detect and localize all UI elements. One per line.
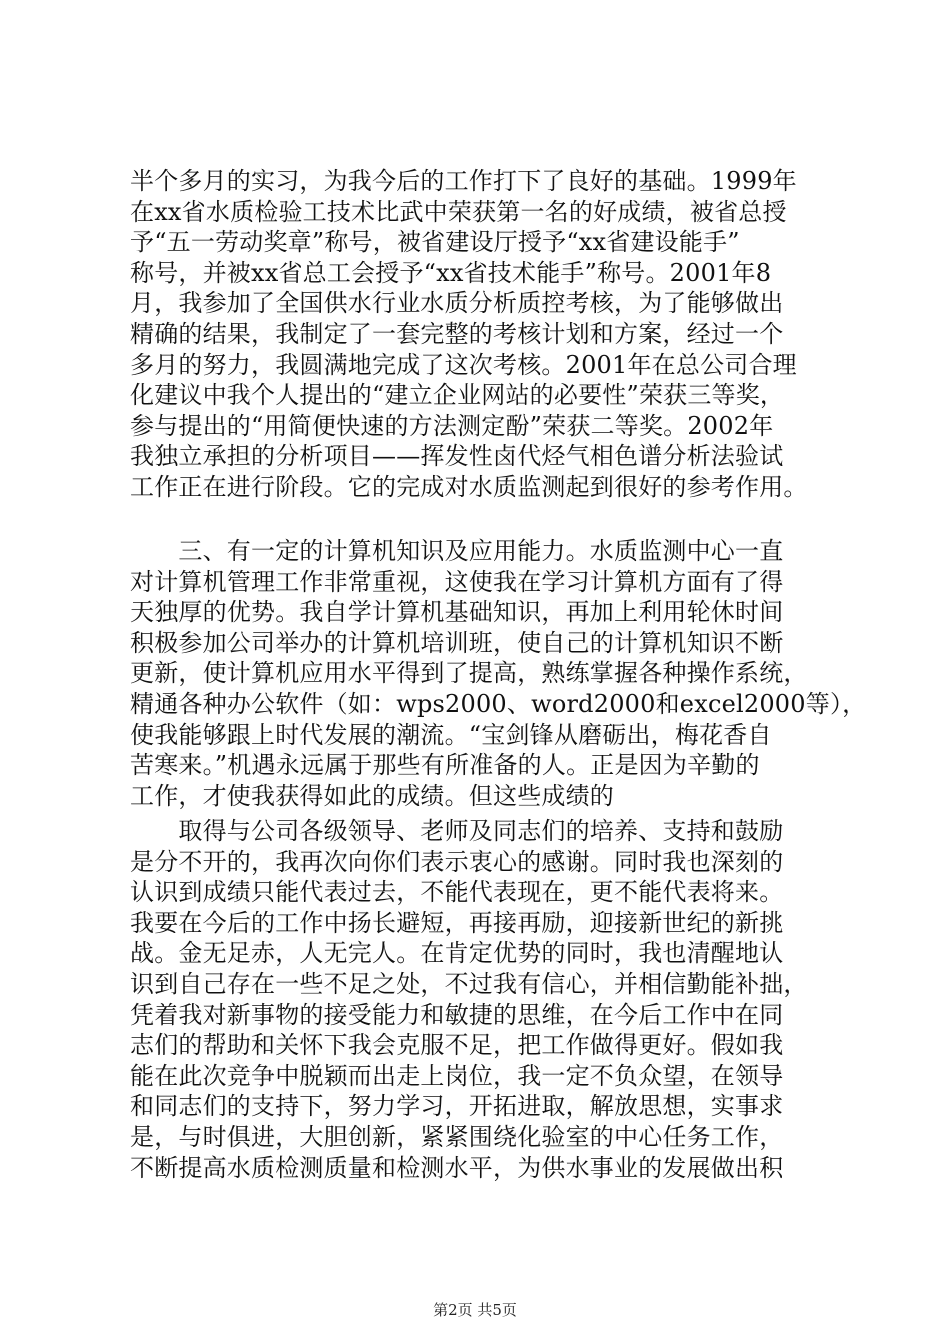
- paragraph-1-line: 化建议中我个人提出的“建立企业网站的必要性”荣获三等奖，: [130, 381, 785, 410]
- paragraph-1-line: 予“五一劳动奖章”称号，被省建设厅授予“xx省建设能手”: [130, 228, 740, 257]
- paragraph-3-line: 取得与公司各级领导、老师及同志们的培养、支持和鼓励: [130, 817, 784, 845]
- paragraph-2-line: 三、有一定的计算机知识及应用能力。水质监测中心一直: [130, 537, 784, 565]
- paragraph-1-line: 参与提出的“用简便快速的方法测定酚”荣获二等奖。2002年: [130, 411, 774, 440]
- paragraph-2-line: 天独厚的优势。我自学计算机基础知识，再加上利用轮休时间: [130, 598, 784, 627]
- paragraph-3-line: 是，与时俱进，大胆创新，紧紧围绕化验室的中心任务工作，: [130, 1123, 784, 1151]
- paragraph-3-line: 和同志们的支持下，努力学习，开拓进取，解放思想，实事求: [130, 1092, 784, 1121]
- paragraph-2-line: 精通各种办公软件（如：wps2000、word2000和excel2000等），: [130, 690, 867, 718]
- paragraph-2-line: 苦寒来。”机遇永远属于那些有所准备的人。正是因为辛勤的: [130, 751, 760, 780]
- paragraph-3-line: 不断提高水质检测质量和检测水平，为供水事业的发展做出积: [130, 1153, 784, 1182]
- page-footer: 第2页 共5页: [433, 1301, 517, 1319]
- paragraph-1-line: 我独立承担的分析项目——挥发性卤代烃气相色谱分析法验试: [130, 442, 784, 471]
- paragraph-3-line: 凭着我对新事物的接受能力和敏捷的思维，在今后工作中在同: [130, 1000, 784, 1029]
- paragraph-2-line: 工作，才使我获得如此的成绩。但这些成绩的: [130, 781, 614, 810]
- paragraph-1-line: 在xx省水质检验工技术比武中荣获第一名的好成绩，被省总授: [130, 197, 787, 226]
- paragraph-3-line: 志们的帮助和关怀下我会克服不足，把工作做得更好。假如我: [130, 1031, 784, 1060]
- paragraph-1-line: 月，我参加了全国供水行业水质分析质控考核，为了能够做出: [130, 289, 784, 318]
- paragraph-2-line: 更新，使计算机应用水平得到了提高，熟练掌握各种操作系统，: [130, 659, 808, 688]
- paragraph-3-line: 识到自己存在一些不足之处，不过我有信心，并相信勤能补拙，: [130, 970, 808, 998]
- paragraph-1-line: 称号，并被xx省总工会授予“xx省技术能手”称号。2001年8: [130, 258, 772, 287]
- paragraph-2-line: 使我能够跟上时代发展的潮流。“宝剑锋从磨砺出，梅花香自: [130, 720, 772, 749]
- paragraph-3-line: 能在此次竞争中脱颖而出走上岗位，我一定不负众望，在领导: [130, 1061, 784, 1090]
- paragraph-3-line: 我要在今后的工作中扬长避短，再接再励，迎接新世纪的新挑: [130, 908, 784, 937]
- paragraph-1-line: 半个多月的实习，为我今后的工作打下了良好的基础。1999年: [130, 167, 797, 195]
- paragraph-3-line: 认识到成绩只能代表过去，不能代表现在，更不能代表将来。: [130, 878, 784, 907]
- paragraph-3-line: 战。金无足赤，人无完人。在肯定优势的同时，我也清醒地认: [130, 939, 784, 968]
- paragraph-1-line: 工作正在进行阶段。它的完成对水质监测起到很好的参考作用。: [130, 473, 808, 501]
- paragraph-3-line: 是分不开的，我再次向你们表示衷心的感谢。同时我也深刻的: [130, 847, 784, 876]
- paragraph-2-line: 积极参加公司举办的计算机培训班，使自己的计算机知识不断: [130, 628, 784, 657]
- paragraph-1-line: 多月的努力，我圆满地完成了这次考核。2001年在总公司合理: [130, 350, 797, 379]
- paragraph-2-line: 对计算机管理工作非常重视，这使我在学习计算机方面有了得: [130, 567, 784, 596]
- paragraph-1-line: 精确的结果，我制定了一套完整的考核计划和方案，经过一个: [130, 320, 784, 348]
